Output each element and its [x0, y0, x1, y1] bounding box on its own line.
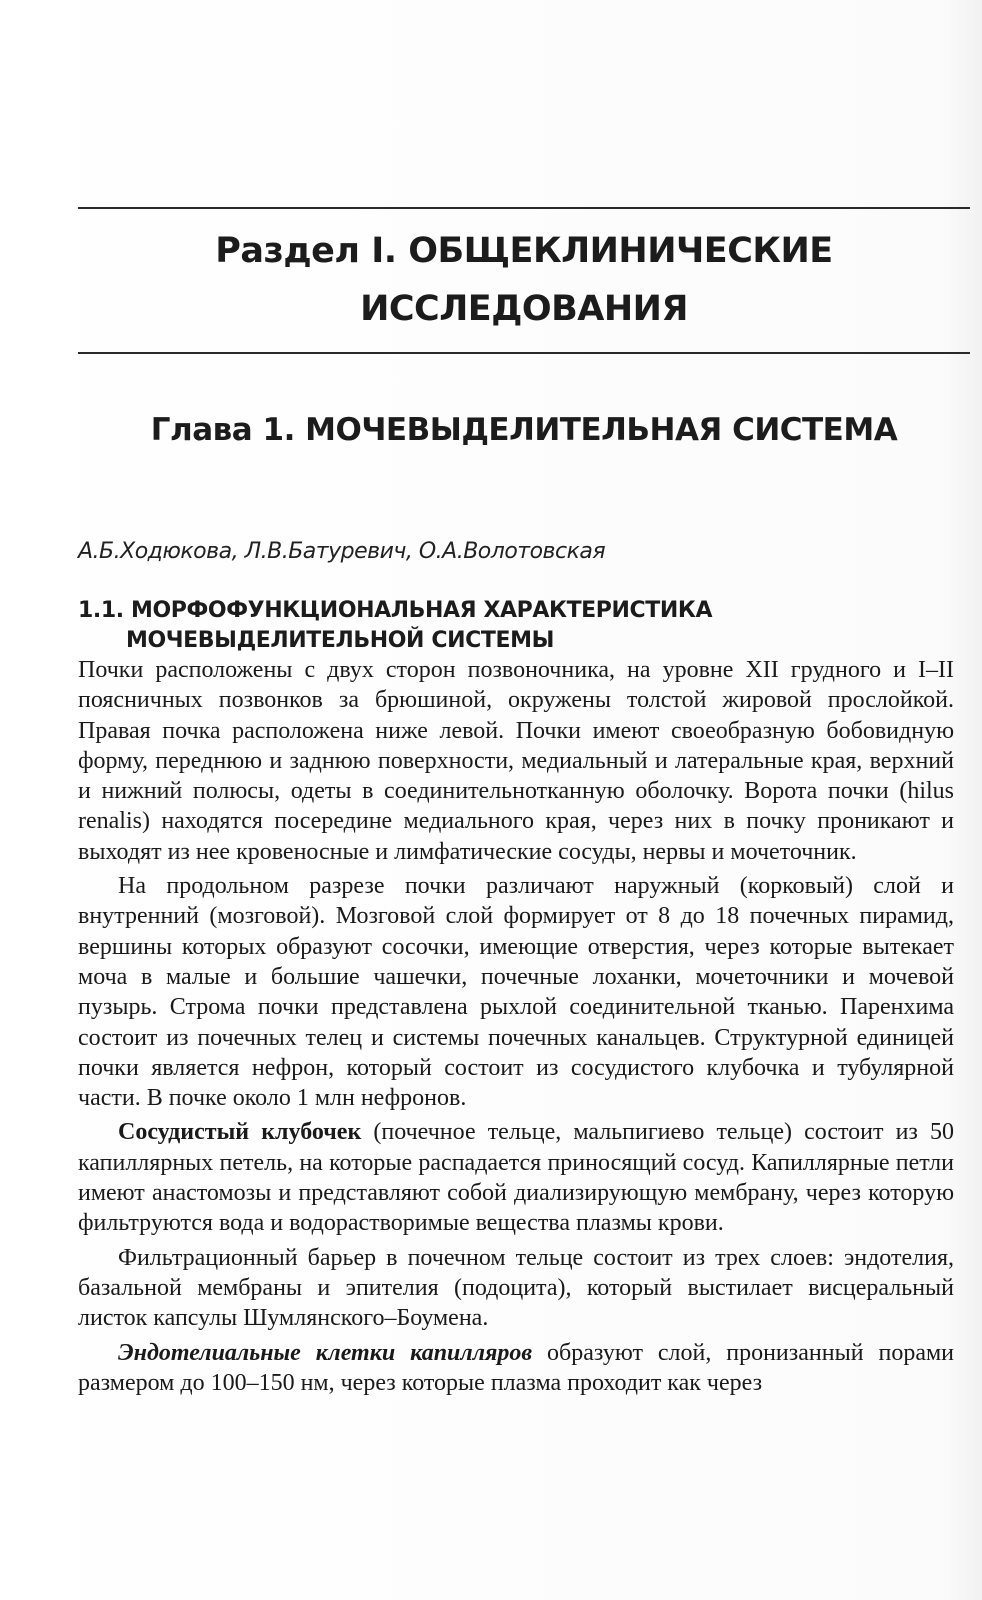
section-heading — [78, 596, 970, 656]
part-title-line1: Раздел I. ОБЩЕКЛИНИЧЕСКИЕ — [215, 231, 833, 271]
part-title-line2: ИССЛЕДОВАНИЯ — [360, 289, 688, 329]
paragraph-2: На продольном разрезе почки различают наружный (корковый) слой и внутренний (мозговой). Мозговой слой формирует от 8 до 18 почечных пирамид, вершины которых образуют сосочки, имеющие отверстия, через которые вытекает моча в малые и большие чашечки, почечные лоханки, мочеточники и мочевой пузырь. Строма почки представлена рыхлой соединительной тканью. Паренхима состоит из почечных телец и системы почечных канальцев. Структурной единицей почки является нефрон, который состоит из сосудистого клубочка и тубулярной части. В почке около 1 млн нефронов. — [78, 873, 954, 1112]
section-heading-line1: 1.1. МОРФОФУНКЦИОНАЛЬНАЯ ХАРАКТЕРИСТИКА — [78, 598, 713, 623]
paragraph-3-text: (почечное тельце, мальпигиево тельце) состоит из 50 капиллярных петель, на которые распадается приносящий сосуд. Капиллярные петли имеют анастомозы и представляют собой диализирующую мембрану, через которую фильтруются вода и водорастворимые вещества плазмы крови. — [78, 1119, 955, 1237]
paragraph-1: Почки расположены с двух сторон позвоночника, на уровне XII грудного и I–II поясничных позвонков за брюшиной, окружены толстой жировой прослойкой. Правая почка расположена ниже левой. Почки имеют своеобразную бобовидную форму, переднюю и заднюю поверхности, медиальный и латеральные края, верхний и нижний полюсы, одеты в соединительнотканную оболочку. Ворота почки (hilus renalis) находятся посередине медиального края, через них в почку проникают и выходят из нее кровеносные и лимфатические сосуды, нервы и мочеточник. — [78, 657, 954, 865]
term-vascular-glomerulus: Сосудистый клубочек — [118, 1119, 362, 1146]
paragraph-5-text: образуют слой, пронизанный порами размером до 100–150 нм, через которые плазма проходит как через — [78, 1339, 954, 1396]
top-rule — [78, 207, 970, 209]
part-title — [78, 222, 970, 338]
paragraph-3 — [78, 1117, 954, 1238]
paragraph-5 — [78, 1338, 954, 1399]
chapter-title: Глава 1. МОЧЕВЫДЕЛИТЕЛЬНАЯ СИСТЕМА — [150, 412, 898, 448]
term-endothelial-cells: Эндотелиальные клетки капилляров — [118, 1339, 533, 1366]
section-heading-line2: МОЧЕВЫДЕЛИТЕЛЬНОЙ СИСТЕМЫ — [126, 628, 554, 653]
authors-line: А.Б.Ходюкова, Л.В.Батуревич, О.А.Волотовская — [78, 539, 606, 564]
body-text — [78, 655, 954, 1398]
bottom-rule — [78, 352, 970, 354]
paragraph-4: Фильтрационный барьер в почечном тельце состоит из трех слоев: эндотелия, базальной мембраны и эпителия (подоцита), который выстилает висцеральный листок капсулы Шумлянского–Боумена. — [78, 1244, 954, 1332]
